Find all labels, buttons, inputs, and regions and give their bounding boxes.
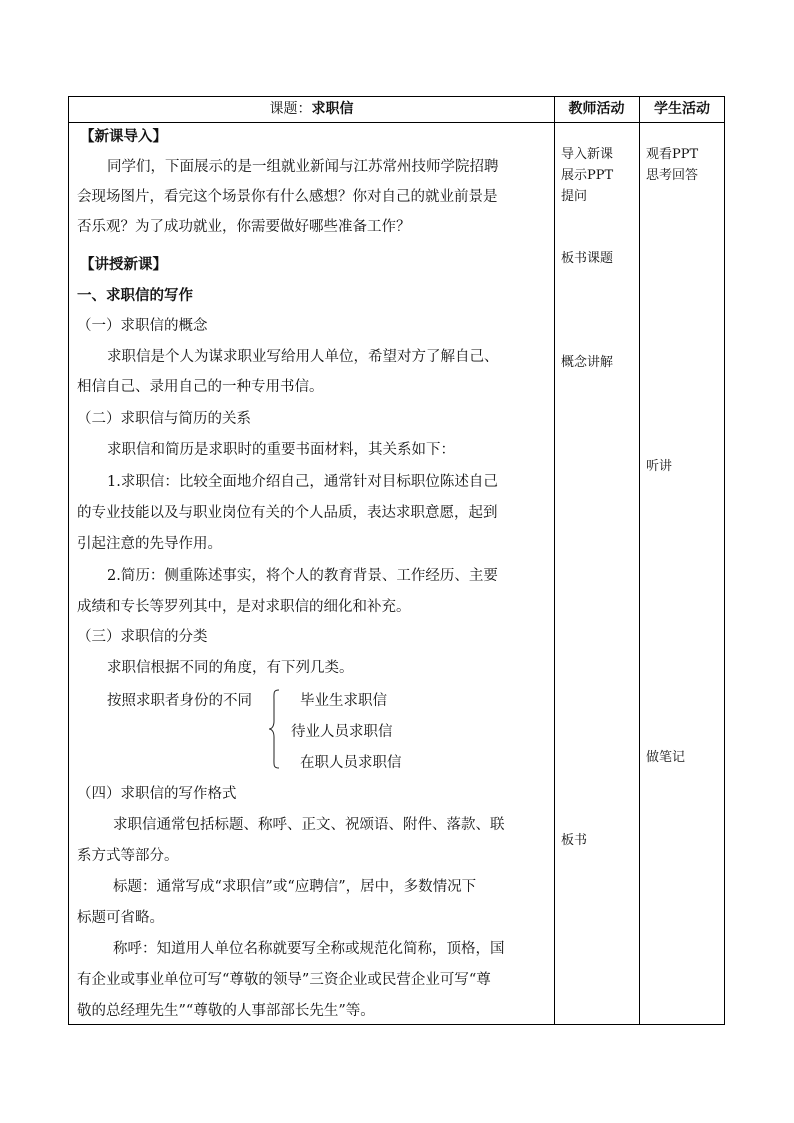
category-item: 待业人员求职信 [291, 724, 393, 740]
relation-line: 1.求职信：比较全面地介绍自己，通常针对目标职位陈述自己 [107, 474, 498, 490]
brace-icon [268, 689, 280, 769]
subsection-heading: （三）求职信的分类 [77, 629, 208, 645]
lesson-title-cell [69, 97, 554, 122]
subsection-heading: （一）求职信的概念 [77, 318, 208, 334]
column-divider-teacher [554, 97, 555, 1024]
student-activity-header: 学生活动 [654, 101, 710, 117]
relation-intro: 求职信和简历是求职时的重要书面材料，其关系如下： [107, 442, 455, 458]
category-item: 毕业生求职信 [300, 693, 387, 709]
subsection-heading: （二）求职信与简历的关系 [77, 411, 251, 427]
intro-heading: 【新课导入】 [80, 129, 167, 145]
student-activity-item: 观看PPT [646, 147, 699, 162]
section-heading: 一、求职信的写作 [77, 288, 193, 304]
concept-line: 相信自己、录用自己的一种专用书信。 [77, 379, 324, 395]
column-divider-student [639, 97, 640, 1024]
student-activity-item: 做笔记 [646, 750, 686, 765]
relation-line: 2.简历：侧重陈述事实，将个人的教育背景、工作经历、主要 [107, 568, 498, 584]
title-rule-line: 标题：通常写成“求职信”或“应聘信”，居中，多数情况下 [113, 879, 477, 895]
teacher-activity-item: 提问 [561, 189, 588, 204]
teacher-activity-item: 板书 [561, 833, 588, 848]
title-rule-line: 标题可省略。 [77, 910, 164, 926]
salutation-line: 有企业或事业单位可写“尊敬的领导”三资企业或民营企业可写“尊 [77, 972, 491, 988]
category-basis: 按照求职者身份的不同 [107, 693, 252, 709]
salutation-line: 称呼：知道用人单位名称就要写全称或规范化简称，顶格，国 [113, 941, 505, 957]
teacher-activity-item: 概念讲解 [561, 355, 614, 370]
lesson-title-value: 求职信 [311, 101, 354, 117]
salutation-line: 敬的总经理先生”“尊敬的人事部部长先生”等。 [77, 1003, 375, 1019]
teacher-activity-header: 教师活动 [568, 101, 625, 117]
intro-line: 会现场图片，看完这个场景你有什么感想？你对自己的就业前景是 [77, 189, 498, 205]
lecture-heading: 【讲授新课】 [80, 257, 167, 273]
student-activity-item: 思考回答 [646, 168, 699, 183]
teacher-activity-item: 展示PPT [561, 168, 614, 183]
concept-line: 求职信是个人为谋求职业写给用人单位，希望对方了解自己、 [107, 349, 499, 365]
teacher-activity-item: 板书课题 [561, 251, 614, 266]
format-line: 系方式等部分。 [77, 848, 179, 864]
relation-line: 成绩和专长等罗列其中，是对求职信的细化和补充。 [77, 599, 411, 615]
header-divider [69, 122, 724, 123]
category-item: 在职人员求职信 [300, 755, 402, 771]
teacher-activity-item: 导入新课 [561, 147, 614, 162]
format-line: 求职信通常包括标题、称呼、正文、祝颂语、附件、落款、联 [113, 817, 505, 833]
intro-line: 否乐观？为了成功就业，你需要做好哪些准备工作？ [77, 219, 411, 235]
category-intro: 求职信根据不同的角度，有下列几类。 [107, 660, 354, 676]
relation-line: 的专业技能以及与职业岗位有关的个人品质，表达求职意愿，起到 [77, 505, 498, 521]
lesson-title-label: 课题： [269, 101, 312, 117]
intro-line: 同学们，下面展示的是一组就业新闻与江苏常州技师学院招聘 [107, 159, 499, 175]
subsection-heading: （四）求职信的写作格式 [77, 786, 237, 802]
student-activity-item: 听讲 [646, 459, 673, 474]
relation-line: 引起注意的先导作用。 [77, 536, 222, 552]
